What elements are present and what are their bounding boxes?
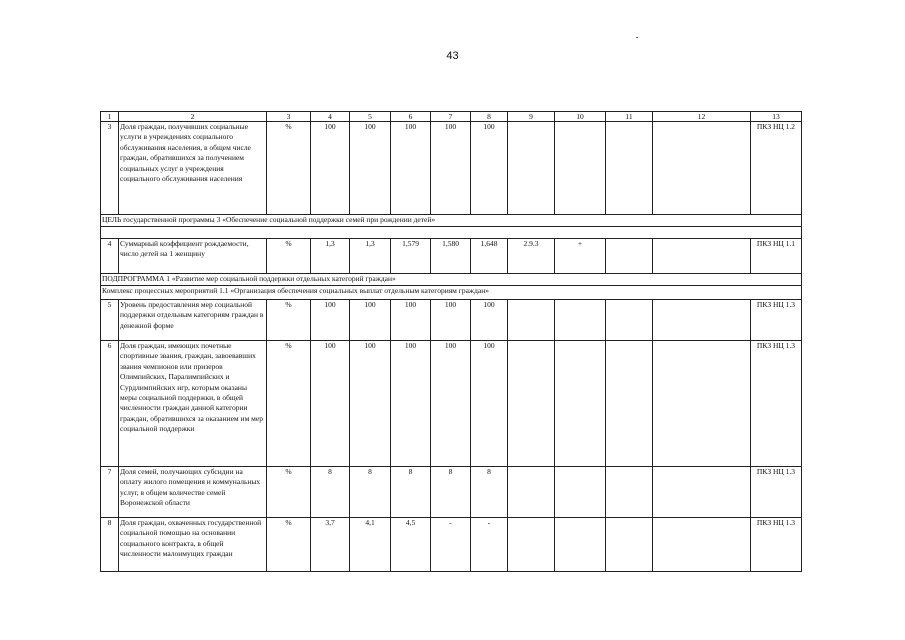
code-cell: ПКЗ НЦ 1.2 — [751, 122, 802, 215]
code-cell: ПКЗ НЦ 1.3 — [751, 518, 802, 572]
value-cell: 4,5 — [391, 518, 431, 572]
value-cell — [606, 341, 653, 467]
value-cell — [606, 518, 653, 572]
value-cell — [606, 467, 653, 518]
value-cell: 100 — [391, 300, 431, 341]
value-cell: 1,579 — [391, 239, 431, 274]
value-cell — [653, 239, 751, 274]
indicator-name: Доля граждан, получивших социальные услуги в учреждениях социального обслуживания населения, в общем числе граждан, обратившихся за получением социальных услуг в учреждения социального обслуживания населения — [119, 122, 267, 215]
value-cell: 4,1 — [350, 518, 391, 572]
header-cell: 9 — [508, 112, 555, 122]
value-cell: 100 — [311, 300, 350, 341]
scan-speck — [636, 37, 638, 38]
value-cell — [555, 300, 606, 341]
value-cell: 3,7 — [311, 518, 350, 572]
unit-cell: % — [267, 300, 311, 341]
header-cell: 8 — [471, 112, 508, 122]
value-cell: - — [431, 518, 471, 572]
goal-text: ЦЕЛЬ государственной программы 3 «Обеспечение социальной поддержки семей при рождении детей» — [101, 215, 802, 227]
value-cell: 1,580 — [431, 239, 471, 274]
value-cell: 8 — [391, 467, 431, 518]
value-cell: + — [555, 239, 606, 274]
value-cell: 1,648 — [471, 239, 508, 274]
value-cell: 1,3 — [350, 239, 391, 274]
value-cell — [508, 341, 555, 467]
value-cell — [653, 122, 751, 215]
value-cell — [555, 518, 606, 572]
unit-cell: % — [267, 341, 311, 467]
header-cell: 3 — [267, 112, 311, 122]
header-cell: 12 — [653, 112, 751, 122]
value-cell — [508, 122, 555, 215]
value-cell — [508, 467, 555, 518]
value-cell — [555, 341, 606, 467]
value-cell — [508, 518, 555, 572]
value-cell: 100 — [431, 122, 471, 215]
value-cell — [606, 239, 653, 274]
table-row — [101, 300, 802, 341]
header-cell: 2 — [119, 112, 267, 122]
value-cell: 100 — [431, 341, 471, 467]
value-cell: 100 — [311, 122, 350, 215]
unit-cell: % — [267, 122, 311, 215]
spacer-row — [101, 227, 802, 239]
header-cell: 7 — [431, 112, 471, 122]
header-cell: 4 — [311, 112, 350, 122]
header-cell: 11 — [606, 112, 653, 122]
header-cell: 10 — [555, 112, 606, 122]
value-cell: 100 — [471, 122, 508, 215]
value-cell: 8 — [311, 467, 350, 518]
code-cell: ПКЗ НЦ 1.3 — [751, 300, 802, 341]
table-row — [101, 467, 802, 518]
subprogram-text: ПОДПРОГРАММА 1 «Развитие мер социальной поддержки отдельных категорий граждан» — [101, 274, 802, 286]
code-cell: ПКЗ НЦ 1.3 — [751, 341, 802, 467]
value-cell — [653, 518, 751, 572]
header-cell: 6 — [391, 112, 431, 122]
value-cell: 2.9.3 — [508, 239, 555, 274]
header-cell: 5 — [350, 112, 391, 122]
value-cell: 100 — [350, 122, 391, 215]
value-cell: 100 — [350, 341, 391, 467]
value-cell — [606, 122, 653, 215]
row-number: 7 — [101, 467, 119, 518]
complex-row — [101, 286, 802, 300]
value-cell: 100 — [391, 122, 431, 215]
unit-cell: % — [267, 239, 311, 274]
value-cell — [508, 300, 555, 341]
header-cell: 1 — [101, 112, 119, 122]
row-number: 4 — [101, 239, 119, 274]
value-cell — [653, 467, 751, 518]
indicator-name: Доля граждан, имеющих почетные спортивные звания, граждан, завоевавших звания чемпионов или призеров Олимпийских, Паралимпийских и Сурдлимпийских игр, которым оказаны меры социальной поддержки, в общей численности граждан данной категории граждан, обратившихся за оказанием им мер социальной поддержки — [119, 341, 267, 467]
page-number: 43 — [446, 50, 459, 62]
row-number: 8 — [101, 518, 119, 572]
row-number: 3 — [101, 122, 119, 215]
goal-row — [101, 215, 802, 227]
value-cell: 100 — [311, 341, 350, 467]
code-cell: ПКЗ НЦ 1.1 — [751, 239, 802, 274]
table-row — [101, 518, 802, 572]
indicator-name: Суммарный коэффициент рождаемости, число детей на 1 женщину — [119, 239, 267, 274]
table-row — [101, 239, 802, 274]
row-number: 5 — [101, 300, 119, 341]
value-cell — [555, 122, 606, 215]
indicators-table — [100, 111, 802, 572]
value-cell: - — [471, 518, 508, 572]
column-number-row — [101, 112, 802, 122]
unit-cell: % — [267, 518, 311, 572]
value-cell — [606, 300, 653, 341]
value-cell: 100 — [471, 341, 508, 467]
table-row — [101, 122, 802, 215]
unit-cell: % — [267, 467, 311, 518]
table-row — [101, 341, 802, 467]
value-cell: 8 — [350, 467, 391, 518]
value-cell — [653, 341, 751, 467]
indicator-name: Уровень предоставления мер социальной поддержки отдельным категориям граждан в денежной форме — [119, 300, 267, 341]
value-cell: 100 — [431, 300, 471, 341]
value-cell: 1,3 — [311, 239, 350, 274]
value-cell: 8 — [471, 467, 508, 518]
value-cell: 100 — [391, 341, 431, 467]
indicator-name: Доля граждан, охваченных государственной социальной помощью на основании социального контракта, в общей численности малоимущих граждан — [119, 518, 267, 572]
complex-text: Комплекс процессных мероприятий 1.1 «Организация обеспечения социальных выплат отдельным категориям граждан» — [101, 286, 802, 300]
value-cell: 8 — [431, 467, 471, 518]
indicator-name: Доля семей, получающих субсидии на оплату жилого помещения и коммунальных услуг, в общем количестве семей Воронежской области — [119, 467, 267, 518]
value-cell: 100 — [471, 300, 508, 341]
row-number: 6 — [101, 341, 119, 467]
spacer-cell — [101, 227, 802, 239]
header-cell: 13 — [751, 112, 802, 122]
subprogram-row — [101, 274, 802, 286]
value-cell — [653, 300, 751, 341]
value-cell: 100 — [350, 300, 391, 341]
code-cell: ПКЗ НЦ 1.3 — [751, 467, 802, 518]
value-cell — [555, 467, 606, 518]
